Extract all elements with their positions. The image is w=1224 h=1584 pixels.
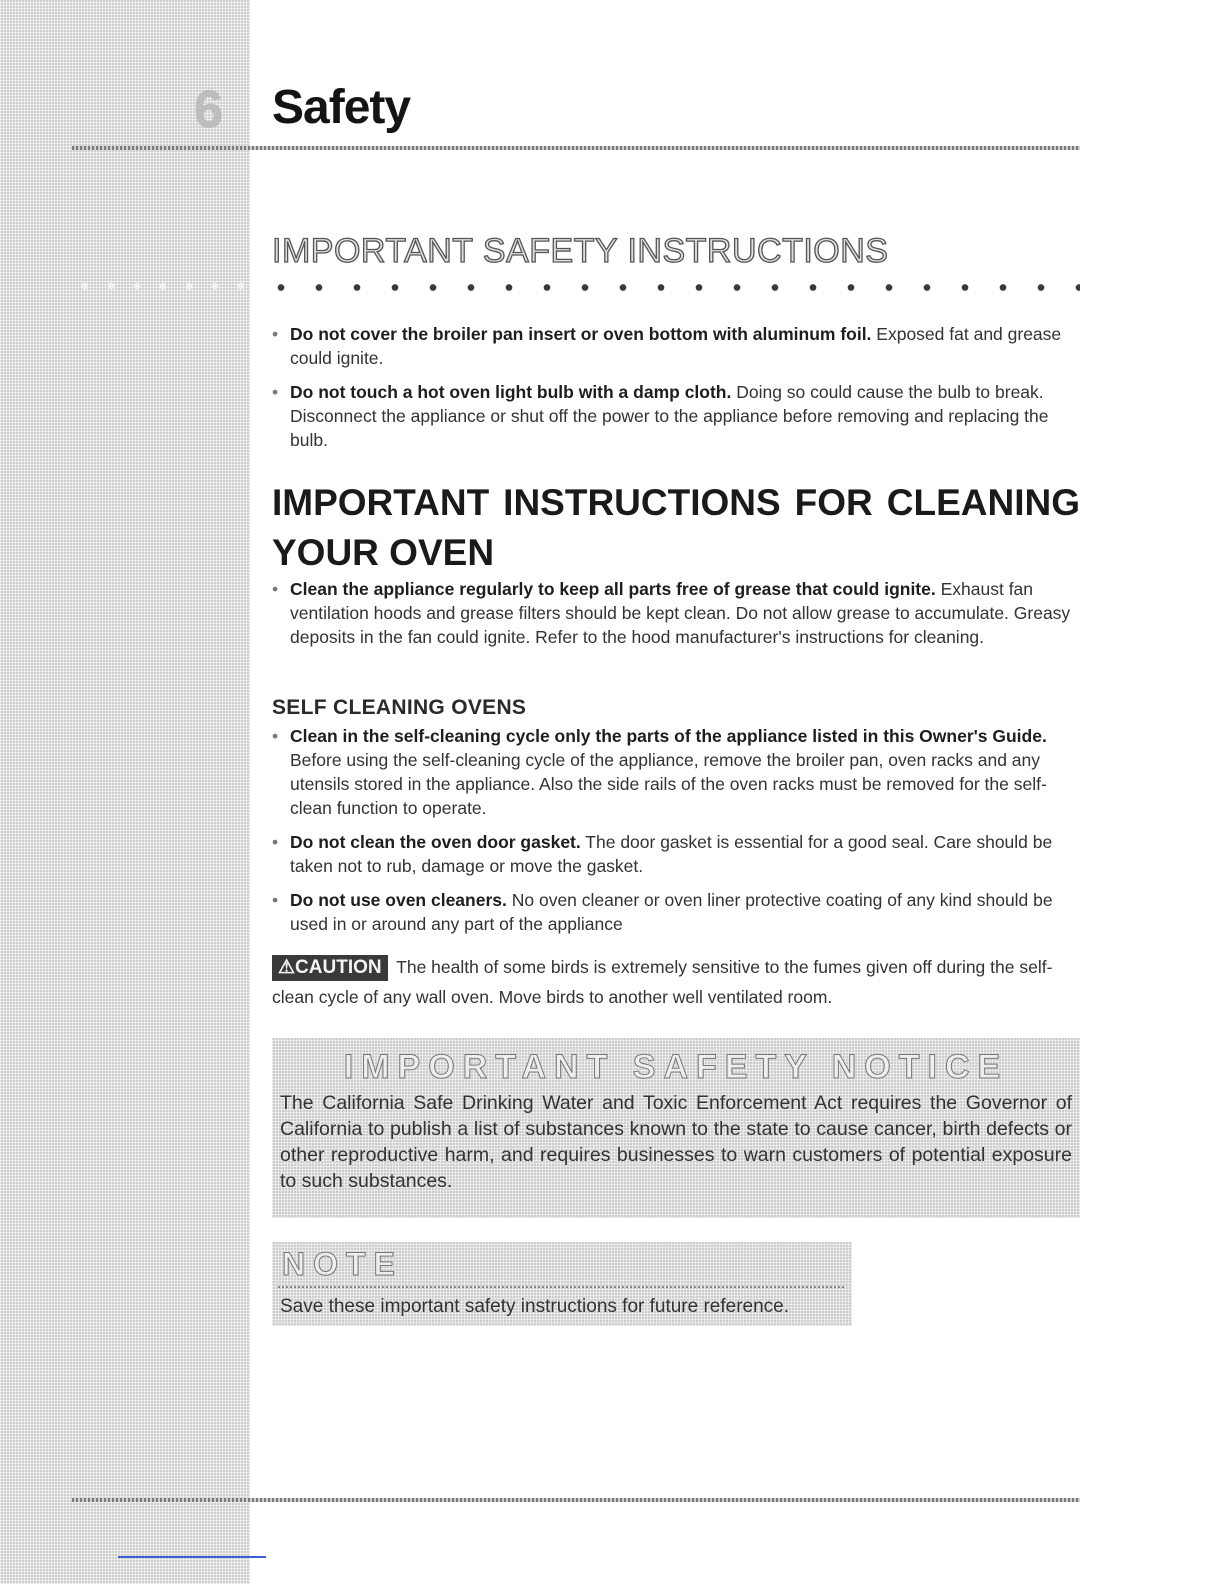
list-item	[272, 724, 1080, 820]
list-item-text: Exhaust fan ventilation hoods and grease filters should be kept clean. Do not allow grease to accumulate. Greasy deposits in the fan could ignite. Refer to the hood manufacturer's instructions for cleaning.	[290, 579, 1071, 647]
list-item	[272, 888, 1080, 936]
page-title: Safety	[272, 81, 411, 134]
list-item	[272, 380, 1080, 452]
list-item-text: Doing so could cause the bulb to break. Disconnect the appliance or shut off the power to the appliance before removing and replacing the bulb.	[290, 382, 1049, 450]
note-body: Save these important safety instructions for future reference.	[280, 1296, 790, 1317]
cleaning-list-wrapper	[272, 577, 1080, 659]
list-item-bold: Clean the appliance regularly to keep all parts free of grease that could ignite.	[290, 579, 936, 599]
self-cleaning-list	[272, 724, 1080, 936]
self-cleaning-list-wrapper	[272, 724, 1080, 946]
list-item	[272, 322, 1080, 370]
note-box	[272, 1242, 852, 1326]
heading-dot-divider	[262, 283, 1080, 292]
list-item	[272, 830, 1080, 878]
note-title: NOTE	[282, 1246, 403, 1282]
self-cleaning-heading: SELF CLEANING OVENS	[272, 696, 527, 719]
caution-text: The health of some birds is extremely sensitive to the fumes given off during the self-clean cycle of any wall oven. Move birds to another well ventilated room.	[272, 957, 1053, 1007]
list-item-bold: Do not cover the broiler pan insert or oven bottom with aluminum foil.	[290, 324, 872, 344]
list-item-text: Exposed fat and grease could ignite.	[290, 324, 1062, 368]
header-rule	[72, 146, 1080, 150]
footer-rule	[72, 1498, 1080, 1502]
chapter-number: 6	[194, 81, 223, 139]
caution-badge	[272, 955, 388, 981]
notice-body: The California Safe Drinking Water and Toxic Enforcement Act requires the Governor of California to publish a list of substances known to the state to cause cancer, birth defects or other reproductive harm, and requires businesses to warn customers of potential exposure to such substances.	[280, 1092, 1072, 1192]
caution-label: CAUTION	[295, 957, 382, 978]
list-item-bold: Clean in the self-cleaning cycle only the parts of the appliance listed in this Owner's Guide.	[290, 726, 1047, 746]
safety-instructions-list	[272, 322, 1080, 452]
notice-title: IMPORTANT SAFETY NOTICE	[343, 1048, 1009, 1086]
list-item-text: The door gasket is essential for a good seal. Care should be taken not to rub, damage or move the gasket.	[290, 832, 1053, 876]
list-item-text: Before using the self-cleaning cycle of the appliance, remove the broiler pan, oven racks and any utensils stored in the appliance. Also the side rails of the oven racks must be removed for the self-clean function to operate.	[290, 750, 1047, 818]
cleaning-instructions-heading: IMPORTANT INSTRUCTIONS FOR CLEANING YOUR OVEN	[272, 482, 1080, 573]
note-divider	[278, 1286, 846, 1288]
safety-instructions-list-wrapper	[272, 322, 1080, 462]
list-item-bold: Do not clean the oven door gasket.	[290, 832, 581, 852]
safety-instructions-heading: IMPORTANT SAFETY INSTRUCTIONS	[272, 232, 889, 270]
caution-paragraph	[272, 952, 1080, 1012]
bottom-edge-line	[118, 1556, 266, 1558]
cleaning-list	[272, 577, 1080, 649]
list-item-text: No oven cleaner or oven liner protective coating of any kind should be used in or around any part of the appliance	[290, 890, 1053, 934]
list-item-bold: Do not touch a hot oven light bulb with a damp cloth.	[290, 382, 732, 402]
list-item-bold: Do not use oven cleaners.	[290, 890, 507, 910]
sidebar-dot-row	[72, 280, 250, 292]
warning-triangle-icon: ⚠	[278, 957, 296, 978]
important-safety-notice-box	[272, 1038, 1080, 1218]
page-sidebar	[0, 0, 250, 1584]
list-item	[272, 577, 1080, 649]
